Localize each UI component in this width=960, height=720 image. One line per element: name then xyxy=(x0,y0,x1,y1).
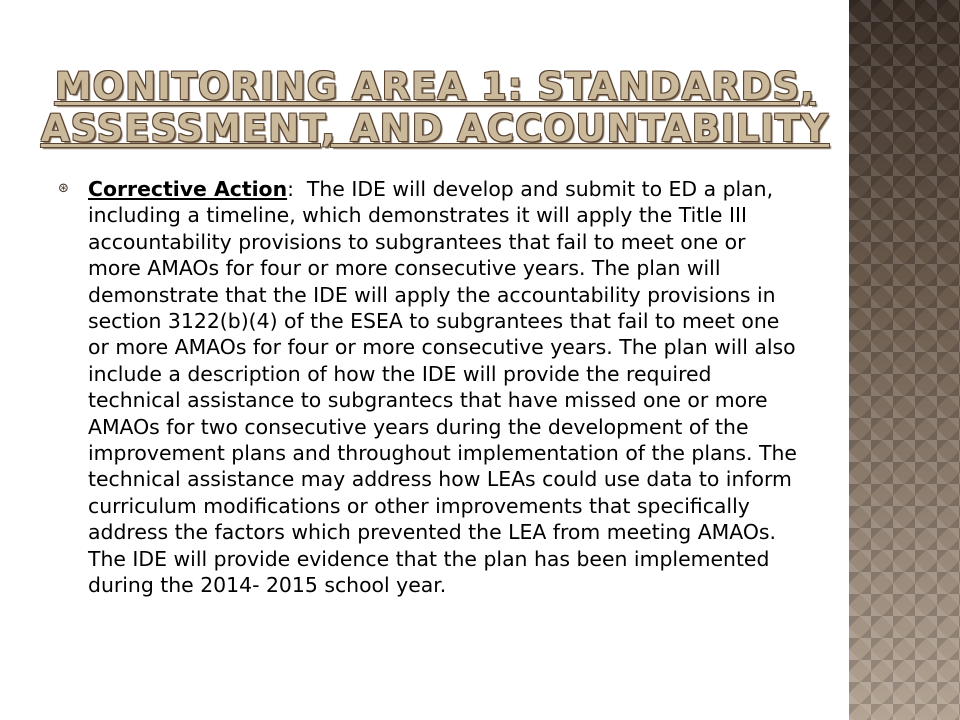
bullet-icon: ⊛ xyxy=(58,181,69,196)
bullet-item xyxy=(58,176,803,599)
title-line-2: ASSESSMENT, AND ACCOUNTABILITY xyxy=(40,107,830,150)
corrective-action-text: The IDE will develop and submit to ED a plan, including a timeline, which demonstrates it will apply the Title III accountability provisions to subgrantees that fail to meet one or more AMAOs for four or more consecutive years. The plan will demonstrate that the IDE will apply the accountability provisions in section 3122(b)(4) of the ESEA to subgrantees that fail to meet one or more AMAOs for four or more consecutive years. The plan will also include a description of how the IDE will provide the required technical assistance to subgrantecs that have missed one or more AMAOs for two consecutive years during the development of the improvement plans and throughout implementation of the plans. The technical assistance may address how LEAs could use data to inform curriculum modifications or other improvements that specifically address the factors which prevented the LEA from meeting AMAOs. The IDE will provide evidence that the plan has been implemented during the 2014- 2015 school year. xyxy=(88,177,804,598)
lead-colon: : xyxy=(287,177,294,201)
slide-body xyxy=(58,176,803,599)
decorative-texture-panel xyxy=(849,0,960,720)
corrective-action-label: Corrective Action xyxy=(88,177,288,201)
slide-title xyxy=(40,66,830,150)
title-line-1: MONITORING AREA 1: STANDARDS, xyxy=(54,65,816,108)
bullet-text xyxy=(88,176,803,599)
